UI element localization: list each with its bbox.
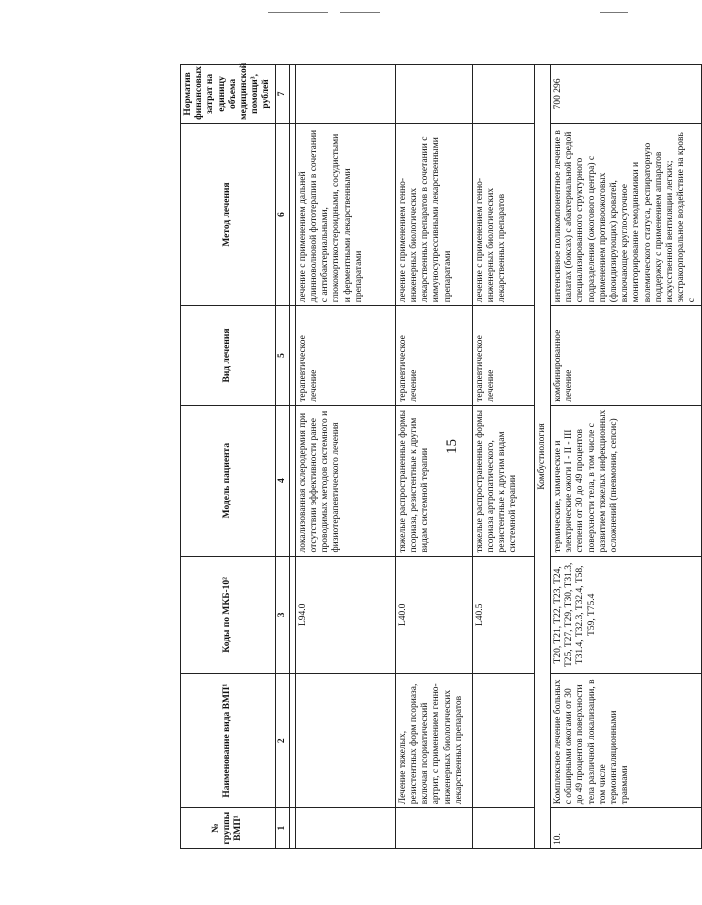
cell-name [472, 674, 534, 808]
cell-method: лечение с применением генно-инженерных биологических лекарственных препаратов в сочетании с иммуносупрессивными лекарственными препаратами [395, 123, 472, 305]
col-number: 7 [275, 65, 289, 124]
col-number: 6 [275, 123, 289, 305]
cell-type: терапевтическое лечение [395, 306, 472, 406]
cell-group [295, 808, 395, 849]
table-row [472, 65, 534, 849]
cell-type: комбинированное лечение [551, 306, 702, 406]
cell-code: L40.0 [395, 556, 472, 674]
cell-name [295, 674, 395, 808]
col-number: 4 [275, 405, 289, 556]
cell-group: 10. [551, 808, 702, 849]
cell-method: лечение с применением дальней длинноволновой фототерапии в сочетании с антибактериальными, глюкокортикостероидными, сосудистыми и ферментными лекарственными препаратами [295, 123, 395, 305]
section-row [534, 65, 550, 849]
cell-norm: 700 296 [551, 65, 702, 124]
cell-norm [395, 65, 472, 124]
scan-artifact-line [340, 12, 380, 13]
cell-norm [472, 65, 534, 124]
header-type: Вид лечения [181, 306, 276, 406]
header-norm: Норматив финансовых затрат на единицу объема медицинской помощи³, рублей [181, 65, 276, 124]
header-name: Наименование вида ВМП¹ [181, 674, 276, 808]
col-number: 5 [275, 306, 289, 406]
cell-group [472, 808, 534, 849]
cell-type: терапевтическое лечение [295, 306, 395, 406]
table-row [395, 65, 472, 849]
header-row [181, 65, 276, 849]
vmp-table [180, 64, 702, 849]
cell-name: Комплексное лечение больных с обширными ожогами от 30 до 49 процентов поверхности тела различной локализации, в том числе термоингаляционными травмами [551, 674, 702, 808]
cell-code: L40.5 [472, 556, 534, 674]
cell-type: терапевтическое лечение [472, 306, 534, 406]
scan-artifact-line [268, 12, 328, 13]
col-number: 3 [275, 556, 289, 674]
column-number-row [275, 65, 289, 849]
table-row [295, 65, 395, 849]
rotated-table-container [180, 64, 700, 849]
table-row [551, 65, 702, 849]
header-model: Модель пациента [181, 405, 276, 556]
cell-name: Лечение тяжелых, резистентных форм псориаза, включая псориатический артрит, с применением генно-инженерных биологических лекарственных препаратов [395, 674, 472, 808]
cell-method: интенсивное поликомпонентное лечение в палатах (боксах) с абактериальной средой специализированного структурного подразделения (ожогового центра) с применением противоожоговых (флюидизирующих) кроватей, включающее круглосуточное мониторирование гемодинамики и волемического статуса, респираторную поддержку с применением аппаратов искусственной вентиляции легких; экстракорпоральное воздействие на кровь с [551, 123, 702, 305]
header-method: Метод лечения [181, 123, 276, 305]
cell-code: T20, T21, T22, T23, T24, T25, T27, T29, T30, T31.3, T31.4, T32.3, T32.4, T58, T59, T75.4 [551, 556, 702, 674]
cell-method: лечение с применением генно-инженерных биологических лекарственных препаратов [472, 123, 534, 305]
cell-model: локализованная склеродермия при отсутствии эффективности ранее проводимых методов системного и физиотерапевтического лечения [295, 405, 395, 556]
col-number: 2 [275, 674, 289, 808]
cell-code: L94.0 [295, 556, 395, 674]
scan-artifact-line [600, 12, 628, 13]
cell-group [395, 808, 472, 849]
col-number: 1 [275, 808, 289, 849]
cell-model: тяжелые распространенные формы псориаза, резистентные к другим видам системной терапии [395, 405, 472, 556]
header-code: Коды по МКБ-10² [181, 556, 276, 674]
section-title: Комбустиология [534, 65, 550, 849]
header-group: № группы ВМП¹ [181, 808, 276, 849]
page-number: 15 [444, 439, 460, 454]
cell-model: термические, химические и электрические ожоги I - II - III степени от 30 до 49 процентов поверхности тела, в том числе с развитием тяжелых инфекционных осложнений (пневмония, сепсис) [551, 405, 702, 556]
cell-norm [295, 65, 395, 124]
cell-model: тяжелые распространенные формы псориаза артропатического, резистентные к другим видам системной терапии [472, 405, 534, 556]
